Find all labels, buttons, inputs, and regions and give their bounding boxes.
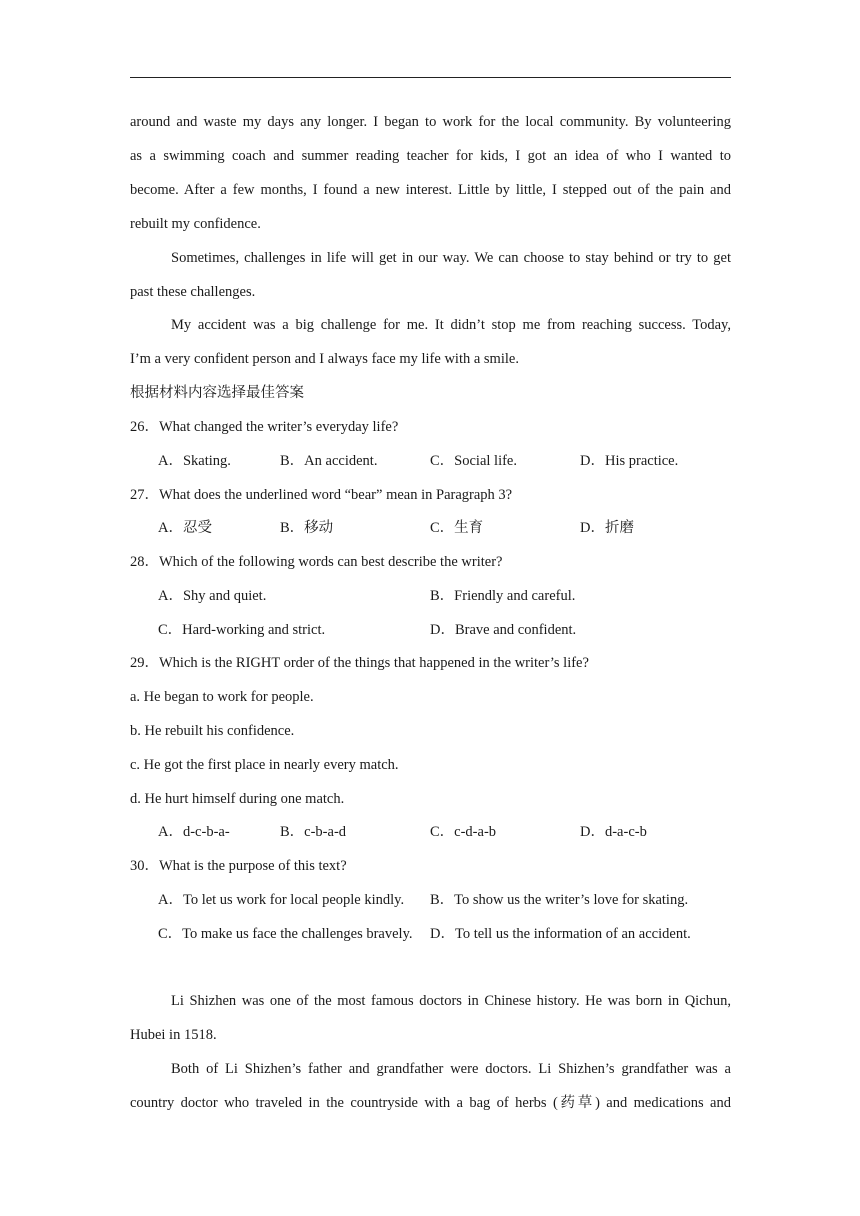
question-28-option-c: C．Hard-working and strict. [158, 622, 326, 638]
question-26-option-b: B．An accident. [280, 453, 378, 469]
question-29-item-c: c. He got the first place in nearly every match. [130, 757, 399, 773]
passage1-p3-line1: My accident was a big challenge for me. It didn’t stop me from reaching success. Today, [171, 317, 731, 333]
question-27-option-b: B．移动 [280, 520, 334, 536]
passage1-p1-line2: as a swimming coach and summer reading teacher for kids, I got an idea of who I wanted to [130, 148, 731, 164]
question-29-item-d: d. He hurt himself during one match. [130, 791, 345, 807]
passage1-p2-line2: past these challenges. [130, 284, 256, 300]
question-29-option-d: D．d-a-c-b [580, 824, 647, 840]
question-29-stem: 29．Which is the RIGHT order of the things that happened in the writer’s life? [130, 655, 589, 671]
passage1-p1-line3: become. After a few months, I found a new interest. Little by little, I stepped out of the pain and [130, 182, 731, 198]
question-29-item-a: a. He began to work for people. [130, 689, 314, 705]
question-29-option-c: C．c-d-a-b [430, 824, 497, 840]
question-27-option-a: A．忍受 [158, 520, 212, 536]
passage2-p2-line2: country doctor who traveled in the countryside with a bag of herbs (药草) and medications and [130, 1095, 731, 1111]
question-27-stem: 27．What does the underlined word “bear” mean in Paragraph 3? [130, 487, 513, 503]
instruction-text: 根据材料内容选择最佳答案 [130, 385, 304, 401]
question-26-option-c: C．Social life. [430, 453, 517, 469]
question-28-option-a: A．Shy and quiet. [158, 588, 267, 604]
question-29-item-b: b. He rebuilt his confidence. [130, 723, 295, 739]
question-29-option-a: A．d-c-b-a- [158, 824, 230, 840]
question-28-option-d: D．Brave and confident. [430, 622, 577, 638]
passage1-p1-line1: around and waste my days any longer. I began to work for the local community. By volunteering [130, 114, 731, 130]
passage2-p2-line1: Both of Li Shizhen’s father and grandfather were doctors. Li Shizhen’s grandfather was a [171, 1061, 731, 1077]
question-30-option-b: B．To show us the writer’s love for skating. [430, 892, 689, 908]
question-27-option-c: C．生育 [430, 520, 484, 536]
question-27-option-d: D．折磨 [580, 520, 634, 536]
question-28-stem: 28．Which of the following words can best describe the writer? [130, 554, 503, 570]
question-26-option-d: D．His practice. [580, 453, 679, 469]
question-30-option-a: A．To let us work for local people kindly. [158, 892, 405, 908]
question-28-option-b: B．Friendly and careful. [430, 588, 576, 604]
question-26-option-a: A．Skating. [158, 453, 231, 469]
question-26-stem: 26．What changed the writer’s everyday life? [130, 419, 399, 435]
passage1-p2-line1: Sometimes, challenges in life will get in our way. We can choose to stay behind or try to get [171, 250, 731, 266]
question-30-option-c: C．To make us face the challenges bravely. [158, 926, 413, 942]
header-rule [130, 77, 731, 78]
question-29-option-b: B．c-b-a-d [280, 824, 347, 840]
question-30-option-d: D．To tell us the information of an accident. [430, 926, 691, 942]
question-30-stem: 30．What is the purpose of this text? [130, 858, 347, 874]
passage2-p1-line1: Li Shizhen was one of the most famous doctors in Chinese history. He was born in Qichun, [171, 993, 731, 1009]
passage1-p1-line4: rebuilt my confidence. [130, 216, 261, 232]
passage2-p1-line2: Hubei in 1518. [130, 1027, 217, 1043]
passage1-p3-line2: I’m a very confident person and I always face my life with a smile. [130, 351, 519, 367]
